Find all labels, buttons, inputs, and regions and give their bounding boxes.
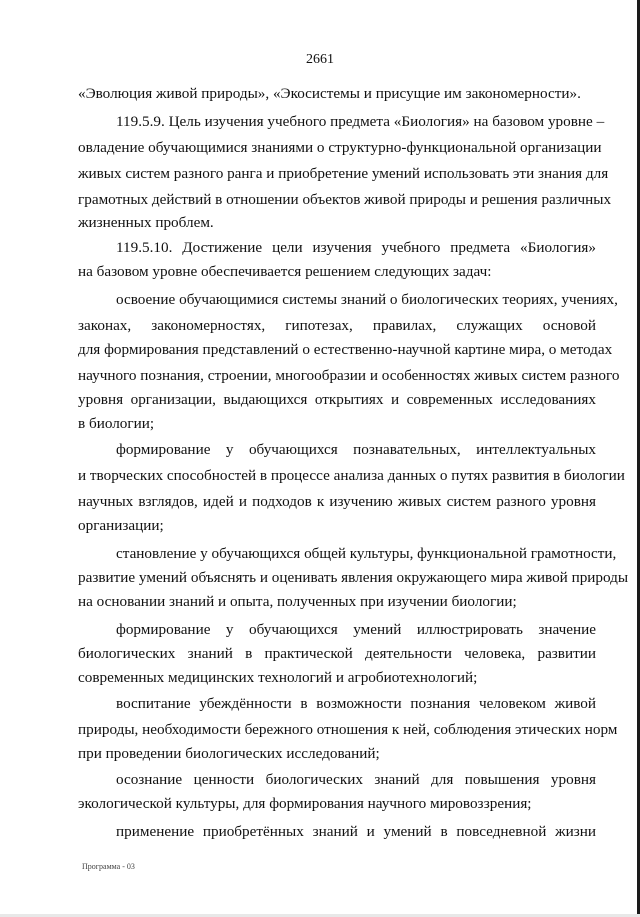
text-line: 119.5.10. Достижение цели изучения учебного предмета «Биология» <box>116 239 596 256</box>
text-line: на базовом уровне обеспечивается решением следующих задач: <box>78 263 492 280</box>
text-line: современных медицинских технологий и агробиотехнологий; <box>78 669 478 686</box>
text-line: осознание ценности биологических знаний для повышения уровня <box>116 771 596 788</box>
text-line: научного познания, строении, многообразии и особенностях живых систем разного <box>78 367 620 384</box>
text-line: освоение обучающимися системы знаний о биологических теориях, учениях, <box>116 291 618 308</box>
text-line: научных взглядов, идей и подходов к изучению живых систем разного уровня <box>78 493 596 510</box>
text-line: грамотных действий в отношении объектов живой природы и решения различных <box>78 191 612 208</box>
text-line: живых систем разного ранга и приобретение умений использовать эти знания для <box>78 165 609 182</box>
text-line: становление у обучающихся общей культуры, функциональной грамотности, <box>116 545 617 562</box>
text-line: на основании знаний и опыта, полученных при изучении биологии; <box>78 593 517 610</box>
text-line: формирование у обучающихся умений иллюстрировать значение <box>116 621 596 638</box>
text-line: природы, необходимости бережного отношения к ней, соблюдения этических норм <box>78 721 618 738</box>
page-number: 2661 <box>306 52 334 67</box>
text-line: развитие умений объяснять и оценивать явления окружающего мира живой природы <box>78 569 629 586</box>
page-footer: Программа - 03 <box>82 862 135 871</box>
text-line: формирование у обучающихся познавательных, интеллектуальных <box>116 441 596 458</box>
text-line: овладение обучающимися знаниями о структурно-функциональной организации <box>78 139 602 156</box>
text-line: воспитание убеждённости в возможности познания человеком живой <box>116 695 596 712</box>
text-line: 119.5.9. Цель изучения учебного предмета «Биология» на базовом уровне – <box>116 113 605 130</box>
text-line: жизненных проблем. <box>78 214 214 231</box>
text-line: «Эволюция живой природы», «Экосистемы и присущие им закономерности». <box>78 85 581 102</box>
text-line: уровня организации, выдающихся открытиях и современных исследованиях <box>78 391 596 408</box>
text-line: применение приобретённых знаний и умений в повседневной жизни <box>116 823 596 840</box>
text-line: законах, закономерностях, гипотезах, правилах, служащих основой <box>78 317 596 334</box>
text-line: и творческих способностей в процессе анализа данных о путях развития в биологии <box>78 467 625 484</box>
text-line: в биологии; <box>78 415 155 432</box>
text-line: экологической культуры, для формирования научного мировоззрения; <box>78 795 532 812</box>
text-line: биологических знаний в практической деятельности человека, развитии <box>78 645 596 662</box>
text-line: для формирования представлений о естественно-научной картине мира, о методах <box>78 341 613 358</box>
text-line: при проведении биологических исследований; <box>78 745 380 762</box>
text-line: организации; <box>78 517 164 534</box>
